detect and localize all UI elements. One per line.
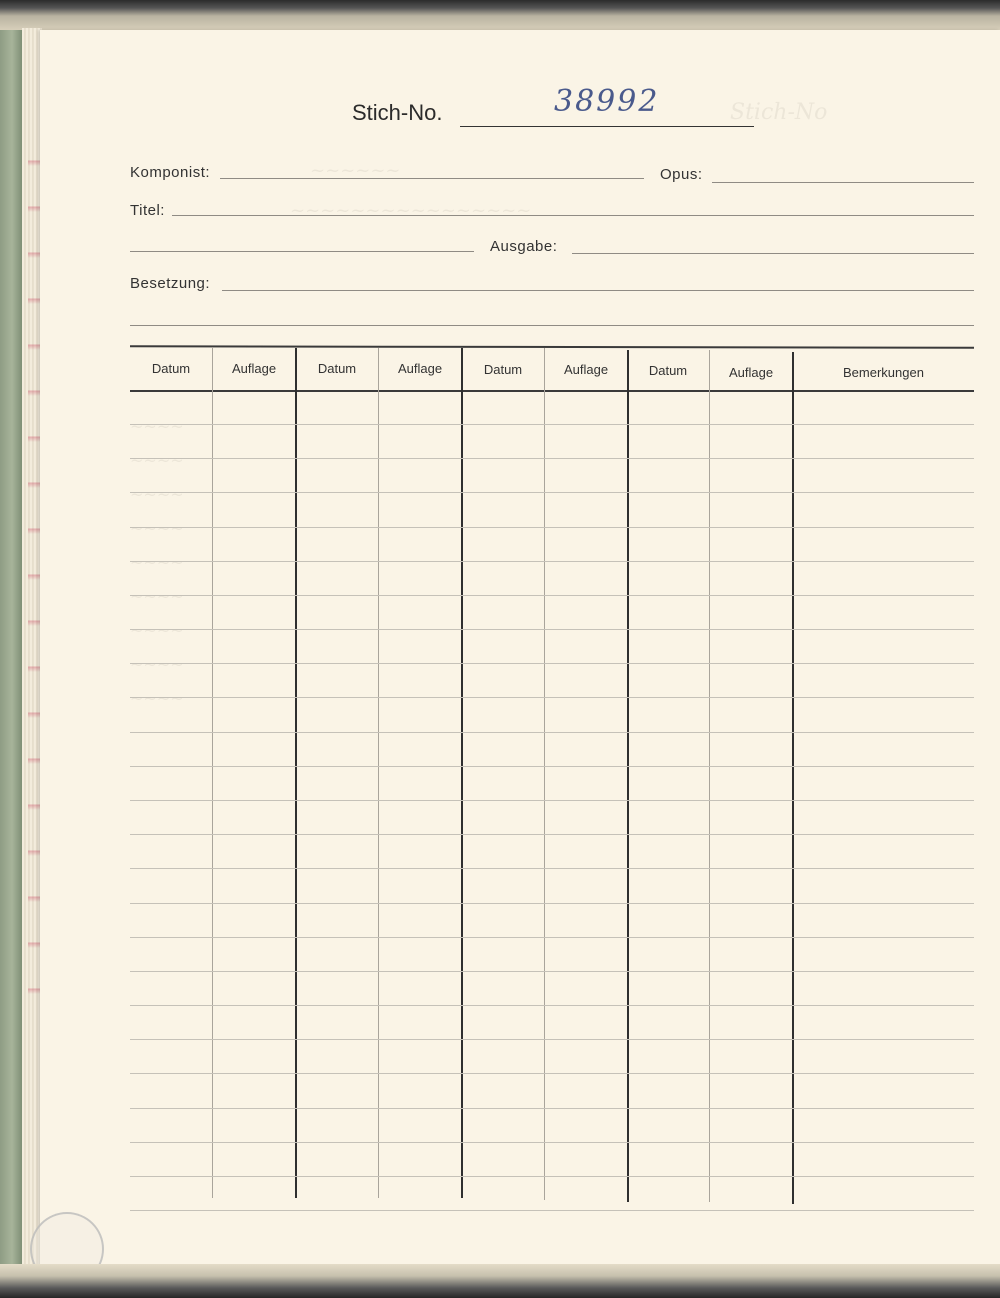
ghost-text: Stich-No: [730, 100, 828, 125]
table-row: [130, 868, 974, 869]
header-datum-3: Datum: [483, 362, 523, 377]
komponist-line: [220, 178, 644, 179]
table-row: [130, 663, 974, 664]
ausgabe-line: [572, 253, 974, 254]
table-row: [130, 527, 974, 528]
table-row: [130, 800, 974, 801]
table-row: [130, 937, 974, 938]
ledger-page: [40, 30, 1000, 1270]
column-divider: [212, 348, 213, 1198]
table-row: [130, 1073, 974, 1074]
ghost-text: ~~~~ ~~~~ ~~~~ ~~~~ ~~~~ ~~~~ ~~~~ ~~~~ ~~~~: [130, 417, 184, 708]
header-bemerkungen: Bemerkungen: [843, 365, 924, 380]
titel-line: [172, 215, 974, 216]
table-row: [130, 1039, 974, 1040]
table-row: [130, 903, 974, 904]
besetzung-label: Besetzung:: [130, 275, 211, 292]
titel-label: Titel:: [130, 202, 165, 219]
header-auflage-3: Auflage: [563, 362, 609, 377]
column-divider-thick: [627, 350, 629, 1202]
table-row: [130, 424, 974, 425]
table-row: [130, 1005, 974, 1006]
table-row: [130, 732, 974, 733]
table-row: [130, 697, 974, 698]
stich-number-line: [460, 126, 754, 127]
table-row: [130, 834, 974, 835]
ausgabe-label: Ausgabe:: [490, 238, 558, 255]
table-row: [130, 458, 974, 459]
table-row: [130, 1210, 974, 1211]
table-row: [130, 561, 974, 562]
header-auflage-2: Auflage: [397, 361, 443, 376]
header-datum-4: Datum: [648, 363, 688, 378]
titel-line-2: [130, 251, 474, 252]
stich-number-handwritten: 38992: [554, 84, 660, 119]
table-row: [130, 766, 974, 767]
ghost-text: ~~~~~~: [310, 160, 401, 181]
table-row: [130, 595, 974, 596]
komponist-label: Komponist:: [130, 164, 211, 181]
book-top-edge: [0, 0, 1000, 30]
table-row: [130, 971, 974, 972]
table-row: [130, 1108, 974, 1109]
stich-number-label: Stich-No.: [352, 100, 443, 125]
column-divider-thick: [295, 348, 297, 1198]
column-divider: [378, 348, 379, 1198]
header-datum-2: Datum: [317, 361, 357, 376]
opus-label: Opus:: [660, 166, 703, 183]
column-divider-thick: [792, 352, 794, 1204]
book-bottom-edge: [0, 1264, 1000, 1298]
column-divider-thick: [461, 348, 463, 1198]
table-row: [130, 629, 974, 630]
header-auflage-1: Auflage: [231, 361, 277, 376]
table-header-rule: [130, 390, 974, 392]
table-row: [130, 1142, 974, 1143]
besetzung-line: [222, 290, 974, 291]
header-datum-1: Datum: [151, 361, 191, 376]
opus-line: [712, 182, 974, 183]
ghost-text: ~~~~~~~~~~~~~~~~: [290, 200, 532, 221]
besetzung-line-2: [130, 325, 974, 326]
header-auflage-4: Auflage: [728, 365, 774, 380]
column-divider: [709, 350, 710, 1202]
table-row: [130, 492, 974, 493]
table-row: [130, 1176, 974, 1177]
